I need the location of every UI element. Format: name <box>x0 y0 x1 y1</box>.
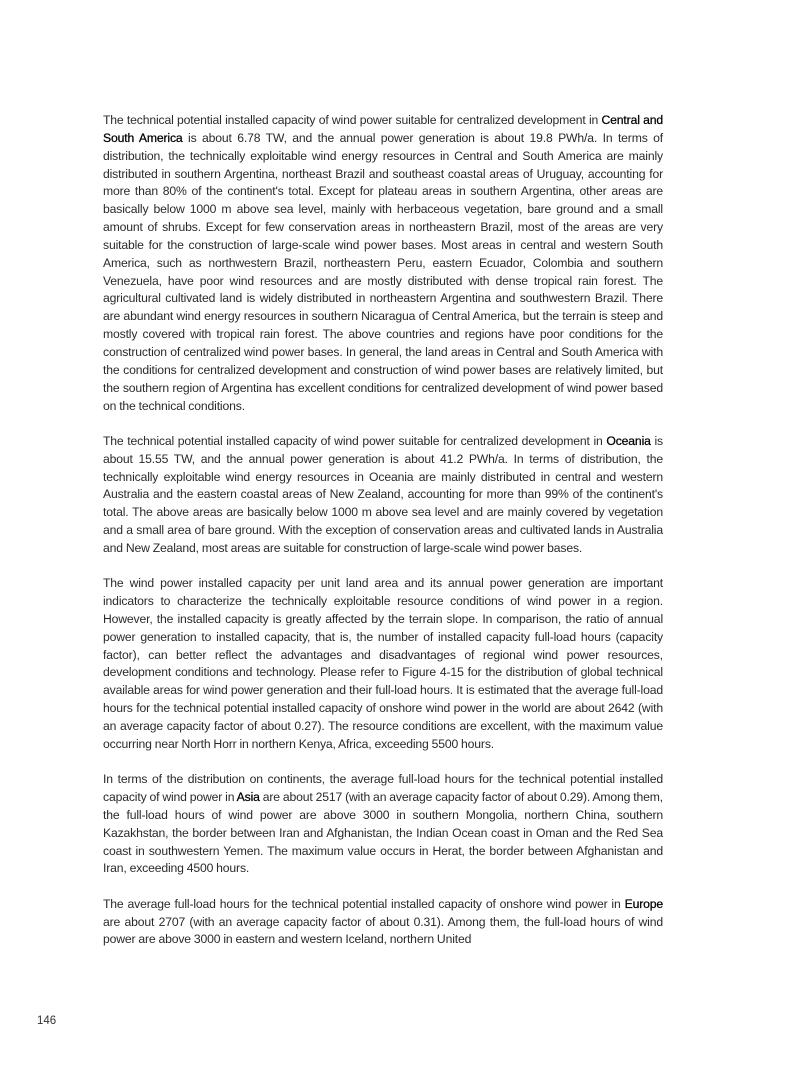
paragraph-text: The technical potential installed capacity of wind power suitable for centralized development in <box>103 113 602 127</box>
region-emphasis: Oceania <box>606 433 651 448</box>
page-body <box>103 112 663 967</box>
paragraph-oceania <box>103 433 663 558</box>
paragraph-text: The technical potential installed capacity of wind power suitable for centralized development in <box>103 433 607 448</box>
region-emphasis: Europe <box>624 896 663 911</box>
region-emphasis: Asia <box>236 790 260 805</box>
region-emphasis: Central and South America <box>103 113 663 145</box>
paragraph-asia <box>103 771 663 878</box>
paragraph-text: are about 2707 (with an average capacity factor of about 0.31). Among them, the full-load hours of wind power are above 3000 in eastern and western Iceland, northern United <box>103 914 663 947</box>
paragraph-text: In terms of the distribution on continents, the average full-load hours for the technical potential installed capacity of wind power in <box>103 772 663 805</box>
paragraph-text: is about 6.78 TW, and the annual power generation is about 19.8 PWh/a. In terms of distribution, the technically exploitable wind energy resources in Central and South America are mainly distributed in southern Argentina, northeast Brazil and southeast coastal areas of Uruguay, accounting for more than 80% of the continent's total. Except for plateau areas in southern Argentina, other areas are basically below 1000 m above sea level, mainly with herbaceous vegetation, bare ground and a small amount of shrubs. Except for few conservation areas in northeastern Brazil, most of the areas are very suitable for the construction of large-scale wind power bases. Most areas in central and western South America, such as northwestern Brazil, northeastern Peru, eastern Ecuador, Colombia and southern Venezuela, have poor wind resources and are mostly distributed with dense tropical rain forest. The agricultural cultivated land is widely distributed in northeastern Argentina and southwestern Brazil. There are abundant wind energy resources in southern Nicaragua of Central America, but the terrain is steep and mostly covered with tropical rain forest. The above countries and regions have poor conditions for the construction of centralized wind power bases. In general, the land areas in Central and South America with the conditions for centralized development and construction of wind power bases are relatively limited, but the southern region of Argentina has excellent conditions for centralized development of wind power based on the technical conditions. <box>103 130 664 413</box>
paragraph-central-south-america <box>103 112 663 415</box>
paragraph-europe <box>103 896 663 950</box>
paragraph-text: The average full-load hours for the technical potential installed capacity of onshore wind power in <box>103 896 625 911</box>
page-number: 146 <box>37 1015 57 1027</box>
paragraph-text: are about 2517 (with an average capacity factor of about 0.29). Among them, the full-load hours of wind power are above 3000 in southern Mongolia, northern China, southern Kazakhstan, the border between Iran and Afghanistan, the Indian Ocean coast in Oman and the Red Sea coast in southwestern Yemen. The maximum value occurs in Herat, the border between Afghanistan and Iran, exceeding 4500 hours. <box>103 790 663 876</box>
paragraph-full-load-hours <box>103 575 663 753</box>
paragraph-text: The wind power installed capacity per unit land area and its annual power generation are important indicators to characterize the technically exploitable resource conditions of wind power in a region. However, the installed capacity is greatly affected by the terrain slope. In comparison, the ratio of annual power generation to installed capacity, that is, the number of installed capacity full-load hours (capacity factor), can better reflect the advantages and disadvantages of regional wind power resources, development conditions and technology. Please refer to Figure 4-15 for the distribution of global technical available areas for wind power generation and their full-load hours. It is estimated that the average full-load hours for the technical potential installed capacity of onshore wind power in the world are about 2642 (with an average capacity factor of about 0.27). The resource conditions are excellent, with the maximum value occurring near North Horr in northern Kenya, Africa, exceeding 5500 hours. <box>103 576 663 751</box>
paragraph-text: is about 15.55 TW, and the annual power generation is about 41.2 PWh/a. In terms of distribution, the technically exploitable wind energy resources in Oceania are mainly distributed in central and western Australia and the eastern coastal areas of New Zealand, accounting for more than 99% of the continent's total. The above areas are basically below 1000 m above sea level and are mainly covered by vegetation and a small area of bare ground. With the exception of conservation areas and cultivated lands in Australia and New Zealand, most areas are suitable for construction of large-scale wind power bases. <box>103 433 663 555</box>
